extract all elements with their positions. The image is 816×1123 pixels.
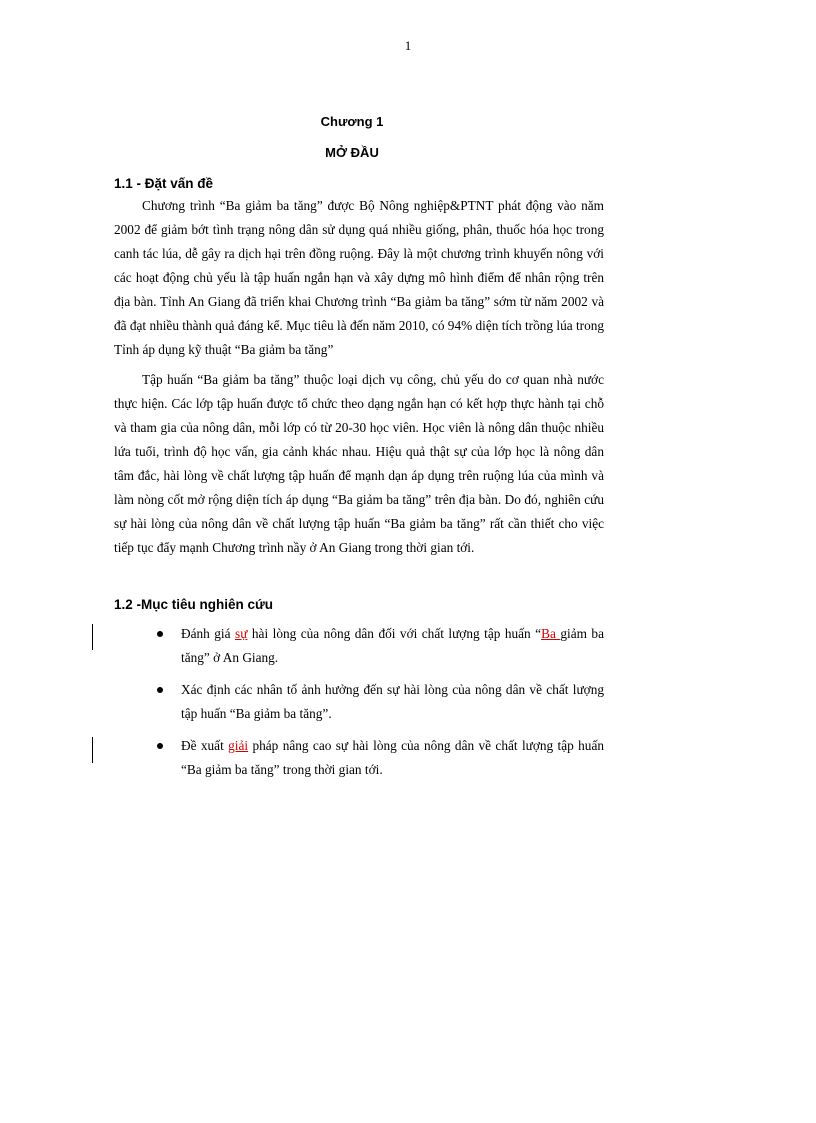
- bullet-icon: [157, 631, 163, 637]
- paragraph-2: Tập huấn “Ba giảm ba tăng” thuộc loại dịch vụ công, chủ yếu do cơ quan nhà nước thực hiện. Các lớp tập huấn được tổ chức theo dạng ngắn hạn có kết hợp thực hành tại chỗ và tham gia của nông dân, mỗi lớp có từ 20-30 học viên. Học viên là nông dân thuộc nhiều lứa tuổi, trình độ học vấn, gia cảnh khác nhau. Hiệu quả thật sự của lớp học là nông dân tâm đắc, hài lòng về chất lượng tập huấn để mạnh dạn áp dụng trên ruộng lúa của mình và làm nòng cốt mở rộng diện tích áp dụng “Ba giảm ba tăng” trên địa bàn. Do đó, nghiên cứu sự hài lòng của nông dân về chất lượng tập huấn “Ba giảm ba tăng” rất cần thiết cho việc tiếp tục đẩy mạnh Chương trình nầy ở An Giang trong thời gian tới.: [114, 372, 604, 555]
- chapter-title: MỞ ĐẦU: [325, 145, 379, 160]
- tracked-change-text: sự: [235, 626, 248, 641]
- bullet-text: Đánh giá: [181, 626, 236, 641]
- list-item: [157, 678, 604, 726]
- bullet-icon: [157, 743, 163, 749]
- change-bar-marker: [92, 737, 93, 763]
- paragraph-1: Chương trình “Ba giảm ba tăng” được Bộ Nông nghiệp&PTNT phát động vào năm 2002 để giảm bớt tình trạng nông dân sử dụng quá nhiều giống, phân, thuốc hóa học trong canh tác lúa, dễ gây ra dịch hại trên đồng ruộng. Đây là một chương trình khuyến nông với các hoạt động chủ yếu là tập huấn ngắn hạn và xây dựng mô hình điểm để nhân rộng trên địa bàn. Tỉnh An Giang đã triển khai Chương trình “Ba giảm ba tăng” sớm từ năm 2002 và đã đạt nhiều thành quả đáng kể. Mục tiêu là đến năm 2010, có 94% diện tích trồng lúa trong Tỉnh áp dụng kỹ thuật “Ba giảm ba tăng”: [114, 198, 605, 357]
- bullet-text: hài lòng của nông dân đối với chất lượng tập huấn “: [247, 626, 542, 641]
- section-heading-1-1: 1.1 - Đặt vấn đề: [114, 176, 214, 191]
- change-bar-marker: [92, 624, 93, 650]
- tracked-change-text: Ba: [541, 626, 561, 641]
- list-item: [157, 734, 604, 782]
- bullet-text: giảm ba tăng” ở An Giang.: [181, 626, 604, 665]
- section-heading-1-2: 1.2 -Mục tiêu nghiên cứu: [114, 597, 274, 612]
- bullet-text: pháp nâng cao sự hài lòng của nông dân về chất lượng tập huấn “Ba giảm ba tăng” trong thời gian tới.: [181, 738, 605, 777]
- tracked-change-text: giải: [228, 738, 249, 753]
- bullet-icon: [157, 687, 163, 693]
- objectives-list: [157, 622, 604, 790]
- chapter-label: Chương 1: [320, 114, 384, 129]
- bullet-text: Xác định các nhân tố ảnh hưởng đến sự hài lòng của nông dân về chất lượng tập huấn “Ba giảm ba tăng”.: [181, 682, 604, 721]
- bullet-text: Đề xuất: [181, 738, 229, 753]
- list-item: [157, 622, 604, 670]
- page-number: 1: [404, 38, 412, 53]
